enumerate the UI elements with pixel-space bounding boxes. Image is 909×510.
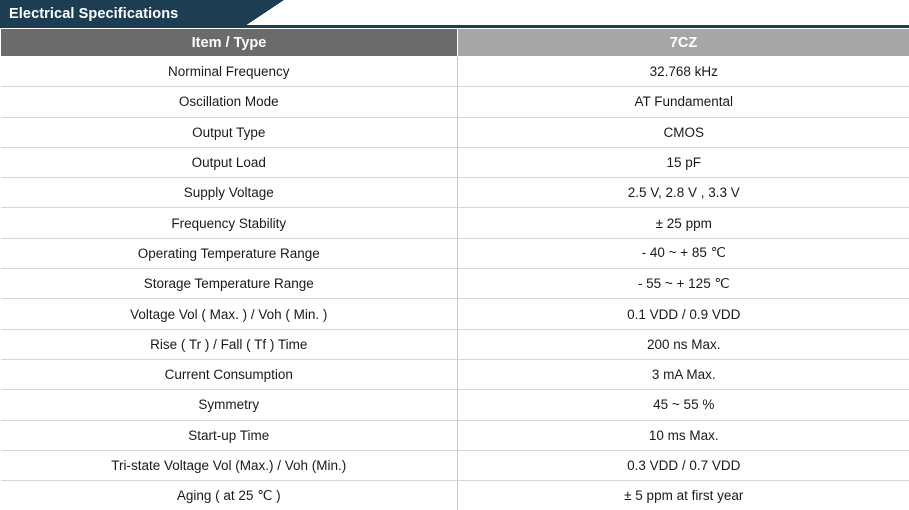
cell-value: 3 mA Max. [458,359,909,389]
cell-item: Start-up Time [1,420,458,450]
cell-value: ± 25 ppm [458,208,909,238]
cell-item: Norminal Frequency [1,57,458,87]
cell-item: Rise ( Tr ) / Fall ( Tf ) Time [1,329,458,359]
table-row [1,269,909,299]
cell-item: Aging ( at 25 ℃ ) [1,481,458,510]
section-title [0,0,242,28]
table-header-row [1,29,909,57]
cell-value: 45 ~ 55 % [458,390,909,420]
section-title-label: Electrical Specifications [9,6,178,22]
cell-value: ± 5 ppm at first year [458,481,909,510]
table-header [1,29,909,57]
cell-value: 2.5 V, 2.8 V , 3.3 V [458,178,909,208]
cell-value: 10 ms Max. [458,420,909,450]
table-row [1,208,909,238]
cell-value: 0.1 VDD / 0.9 VDD [458,299,909,329]
table-row [1,57,909,87]
cell-value: AT Fundamental [458,87,909,117]
cell-item: Output Load [1,147,458,177]
table-row [1,420,909,450]
column-header-type: 7CZ [458,29,909,57]
cell-item: Voltage Vol ( Max. ) / Voh ( Min. ) [1,299,458,329]
cell-value: - 40 ~ + 85 ℃ [458,238,909,268]
title-tab-slant [242,0,284,28]
cell-item: Supply Voltage [1,178,458,208]
cell-value: 0.3 VDD / 0.7 VDD [458,450,909,480]
cell-item: Operating Temperature Range [1,238,458,268]
table-row [1,178,909,208]
table-row [1,238,909,268]
cell-value: CMOS [458,117,909,147]
table-row [1,329,909,359]
cell-item: Current Consumption [1,359,458,389]
cell-value: - 55 ~ + 125 ℃ [458,269,909,299]
table-body [1,57,909,510]
section-title-bar [0,0,909,28]
table-row [1,117,909,147]
cell-item: Storage Temperature Range [1,269,458,299]
cell-value: 32.768 kHz [458,57,909,87]
cell-item: Frequency Stability [1,208,458,238]
table-row [1,87,909,117]
table-row [1,359,909,389]
table-row [1,299,909,329]
cell-value: 200 ns Max. [458,329,909,359]
table-row [1,450,909,480]
cell-item: Output Type [1,117,458,147]
specifications-table [0,28,909,510]
table-row [1,390,909,420]
cell-item: Symmetry [1,390,458,420]
table-row [1,481,909,510]
column-header-item: Item / Type [1,29,458,57]
cell-item: Tri-state Voltage Vol (Max.) / Voh (Min.) [1,450,458,480]
cell-item: Oscillation Mode [1,87,458,117]
cell-value: 15 pF [458,147,909,177]
table-row [1,147,909,177]
